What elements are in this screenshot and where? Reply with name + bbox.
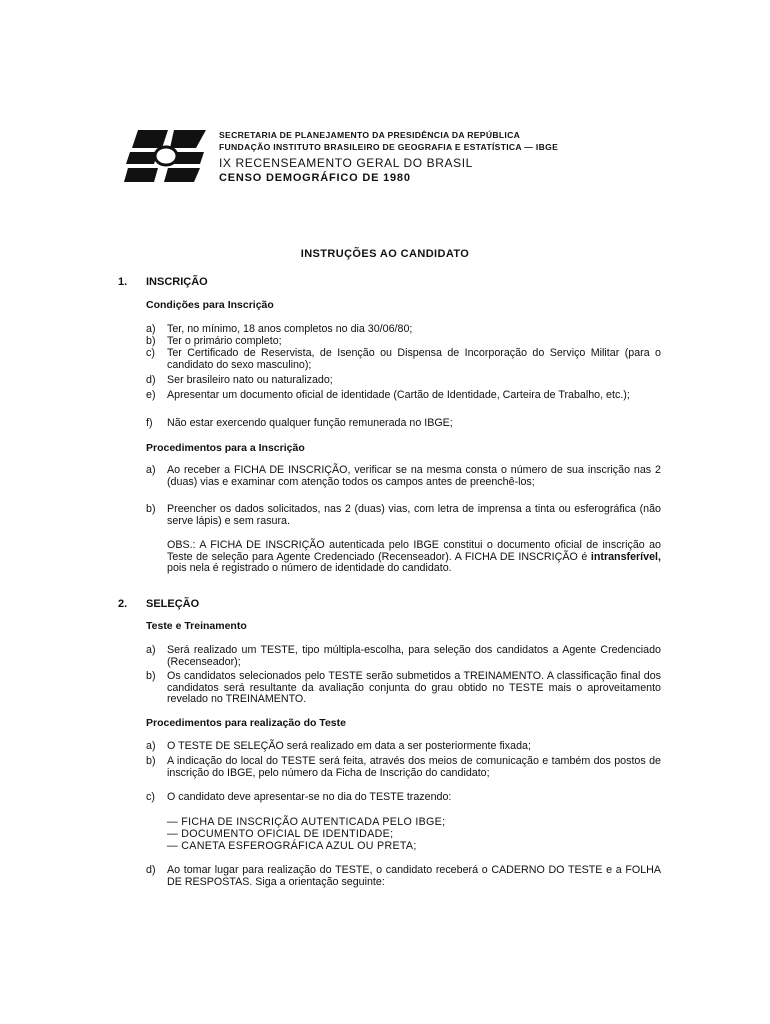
item-label: e) [146, 389, 156, 401]
obs-text-b: pois nela é registrado o número de identidade do candidato. [167, 562, 452, 575]
item-label: c) [146, 347, 155, 359]
item-label: f) [146, 417, 153, 429]
section-number: 2. [118, 598, 128, 610]
subheading-teste-treinamento: Teste e Treinamento [146, 620, 247, 632]
list-item [146, 375, 661, 387]
header-censo: CENSO DEMOGRÁFICO DE 1980 [219, 172, 411, 184]
subheading-procedimentos-teste: Procedimentos para realização do Teste [146, 717, 346, 729]
item-text: O candidato deve apresentar-se no dia do TESTE trazendo: [167, 791, 452, 803]
required-item: — DOCUMENTO OFICIAL DE IDENTIDADE; [167, 828, 394, 840]
list-item [146, 348, 661, 371]
obs-text-a: OBS.: A FICHA DE INSCRIÇÃO autenticada pelo IBGE constitui o documento oficial de inscrição ao Teste de seleção para Agente Credenciado (Recenseador). A FICHA DE INSCRIÇÃO é [167, 539, 661, 563]
list-item [146, 465, 661, 488]
item-label: b) [146, 670, 156, 682]
list-item [146, 418, 661, 430]
item-label: c) [146, 791, 155, 803]
item-text: O TESTE DE SELEÇÃO será realizado em data a ser posteriormente fixada; [167, 740, 531, 752]
item-label: a) [146, 644, 156, 656]
required-item: — FICHA DE INSCRIÇÃO AUTENTICADA PELO IBGE; [167, 816, 446, 828]
item-label: b) [146, 503, 156, 515]
list-item [146, 336, 661, 348]
item-text: Ao tomar lugar para realização do TESTE, o candidato receberá o CADERNO DO TESTE e a FOLHA DE RESPOSTAS. Siga a orientação seguinte: [167, 864, 661, 888]
list-item [146, 756, 661, 779]
section-1-heading [118, 276, 208, 288]
ibge-logo [124, 130, 208, 182]
list-item [146, 324, 661, 336]
item-text: Os candidatos selecionados pelo TESTE serão submetidos a TREINAMENTO. A classificação final dos candidatos será resultante da avaliação conjunta do grau obtido no TESTE mais o aproveitamento revelado no TREINAMENTO. [167, 670, 661, 706]
list-item [146, 671, 661, 706]
obs-note [167, 540, 661, 575]
list-item [146, 792, 661, 804]
list-item [146, 390, 661, 402]
item-text: Preencher os dados solicitados, nas 2 (duas) vias, com letra de imprensa a tinta ou esferográfica (não serve lápis) e sem rasura. [167, 503, 661, 527]
section-2-heading [118, 598, 199, 610]
item-label: a) [146, 464, 156, 476]
item-text: Será realizado um TESTE, tipo múltipla-escolha, para seleção dos candidatos a Agente Credenciado (Recenseador); [167, 644, 661, 668]
item-text: A indicação do local do TESTE será feita, através dos meios de comunicação e também dos postos de inscrição do IBGE, pelo número da Ficha de Inscrição do candidato; [167, 755, 661, 779]
item-label: a) [146, 740, 156, 752]
obs-text-bold: intransferível, [590, 550, 661, 563]
section-title: INSCRIÇÃO [146, 276, 208, 288]
item-text: Ter, no mínimo, 18 anos completos no dia 30/06/80; [167, 323, 413, 335]
section-number: 1. [118, 276, 128, 288]
item-label: d) [146, 374, 156, 386]
item-text: Ao receber a FICHA DE INSCRIÇÃO, verificar se na mesma consta o número de sua inscrição nas 2 (duas) vias e examinar com atenção todos os campos antes de preenchê-los; [167, 464, 661, 488]
list-item [146, 741, 661, 753]
required-item: — CANETA ESFEROGRÁFICA AZUL OU PRETA; [167, 840, 417, 852]
list-item [146, 504, 661, 527]
header-fundacao: FUNDAÇÃO INSTITUTO BRASILEIRO DE GEOGRAFIA E ESTATÍSTICA — IBGE [219, 142, 559, 152]
subheading-procedimentos-inscricao: Procedimentos para a Inscrição [146, 442, 305, 454]
subheading-condicoes: Condições para Inscrição [146, 299, 274, 311]
section-title: SELEÇÃO [146, 598, 200, 610]
item-text: Apresentar um documento oficial de identidade (Cartão de Identidade, Carteira de Trabalho, etc.); [167, 389, 630, 401]
item-text: Ser brasileiro nato ou naturalizado; [167, 374, 333, 386]
header-recenseamento: IX RECENSEAMENTO GERAL DO BRASIL [219, 156, 473, 170]
item-text: Ter Certificado de Reservista, de Isenção ou Dispensa de Incorporação do Serviço Militar (para o candidato do sexo masculino); [167, 347, 661, 371]
item-text: Ter o primário completo; [167, 335, 282, 347]
list-item [146, 865, 661, 888]
list-item [146, 645, 661, 668]
item-label: b) [146, 335, 156, 347]
item-label: b) [146, 755, 156, 767]
item-label: a) [146, 323, 156, 335]
header-secretaria: SECRETARIA DE PLANEJAMENTO DA PRESIDÊNCIA DA REPÚBLICA [219, 130, 521, 140]
item-text: Não estar exercendo qualquer função remunerada no IBGE; [167, 417, 453, 429]
document-title: INSTRUÇÕES AO CANDIDATO [300, 248, 470, 260]
item-label: d) [146, 864, 156, 876]
